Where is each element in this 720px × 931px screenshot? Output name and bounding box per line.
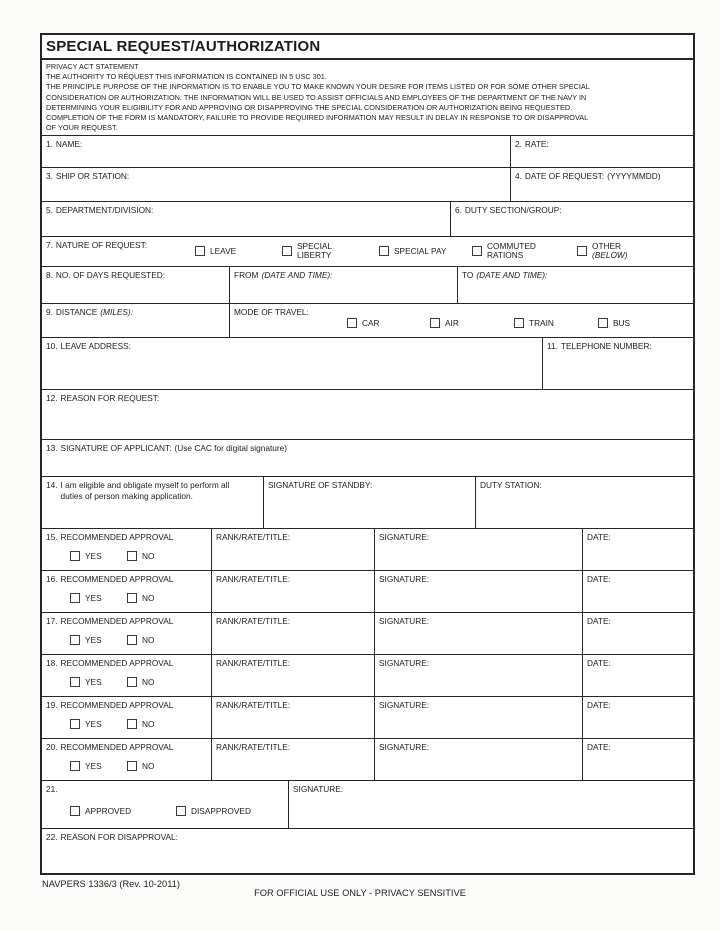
approval-17-yes-checkbox[interactable]	[70, 635, 80, 645]
final-decision-number: 21.	[46, 784, 58, 794]
approval-16-no-option[interactable]	[127, 593, 154, 603]
form-number: NAVPERS 1336/3 (Rev. 10-2011)	[42, 879, 180, 889]
approval-19-recommendation-cell	[42, 697, 211, 738]
approval-15-label: 15. RECOMMENDED APPROVAL	[46, 532, 174, 542]
approval-17-yes-label: YES	[85, 634, 102, 645]
reason-for-request-field[interactable]	[42, 390, 693, 439]
leave-option[interactable]	[195, 246, 236, 256]
other-checkbox[interactable]	[577, 246, 587, 256]
approval-16-rank-label: RANK/RATE/TITLE:	[216, 574, 291, 584]
approval-18-yes-label: YES	[85, 676, 102, 687]
approval-19-no-label: NO	[142, 718, 155, 729]
telephone-number-field[interactable]	[542, 338, 693, 389]
approval-17-signature-label: SIGNATURE:	[379, 616, 430, 626]
ship-or-station-field[interactable]	[42, 168, 510, 201]
row-reason-for-request	[42, 389, 693, 439]
approval-19-date-label: DATE:	[587, 700, 611, 710]
signature-of-standby-label: SIGNATURE OF STANDBY:	[268, 480, 373, 490]
signature-of-standby-field[interactable]	[263, 477, 475, 528]
car-option[interactable]	[347, 318, 380, 328]
approval-16-yes-label: YES	[85, 592, 102, 603]
approval-15-rank-field[interactable]	[211, 529, 374, 570]
approval-16-label: 16. RECOMMENDED APPROVAL	[46, 574, 174, 584]
approval-17-date-field[interactable]	[582, 613, 693, 654]
special-liberty-checkbox[interactable]	[282, 246, 292, 256]
approval-17-rank-label: RANK/RATE/TITLE:	[216, 616, 291, 626]
other-option[interactable]	[577, 242, 628, 260]
special-pay-option-label: SPECIAL PAY	[394, 245, 447, 256]
car-checkbox[interactable]	[347, 318, 357, 328]
approval-16-no-label: NO	[142, 592, 155, 603]
days-requested-label: 8. NO. OF DAYS REQUESTED:	[46, 270, 166, 280]
row-signature-of-applicant	[42, 439, 693, 476]
approval-16-no-checkbox[interactable]	[127, 593, 137, 603]
approval-15-date-field[interactable]	[582, 529, 693, 570]
train-option[interactable]	[514, 318, 554, 328]
mode-of-travel-label: MODE OF TRAVEL:	[234, 307, 309, 317]
approval-16-signature-label: SIGNATURE:	[379, 574, 430, 584]
approval-18-signature-label: SIGNATURE:	[379, 658, 430, 668]
disapproved-option[interactable]	[176, 806, 251, 816]
approval-19-no-option[interactable]	[127, 719, 154, 729]
to-date-time-label: TO (DATE AND TIME):	[462, 270, 548, 280]
leave-address-field[interactable]	[42, 338, 542, 389]
reason-for-disapproval-field[interactable]	[42, 829, 693, 873]
approval-20-no-label: NO	[142, 760, 155, 771]
rate-field[interactable]	[510, 136, 693, 167]
disapproved-label: DISAPPROVED	[191, 805, 251, 816]
approval-20-signature-field[interactable]	[374, 739, 582, 780]
approval-18-rank-label: RANK/RATE/TITLE:	[216, 658, 291, 668]
standby-statement-cell	[42, 477, 263, 528]
approval-17-no-option[interactable]	[127, 635, 154, 645]
final-decision-cell	[42, 781, 288, 828]
approval-20-no-option[interactable]	[127, 761, 154, 771]
air-option[interactable]	[430, 318, 459, 328]
privacy-line: THE AUTHORITY TO REQUEST THIS INFORMATION IS CONTAINED IN 5 USC 301.	[46, 72, 327, 82]
form-title-text: SPECIAL REQUEST/AUTHORIZATION	[46, 38, 321, 55]
approval-15-yes-option[interactable]	[70, 551, 102, 561]
privacy-heading: PRIVACY ACT STATEMENT	[46, 62, 139, 71]
department-division-field[interactable]	[42, 202, 450, 236]
duty-station-field[interactable]	[475, 477, 693, 528]
date-of-request-field[interactable]	[510, 168, 693, 201]
privacy-line: CONSIDERATION OR AUTHORIZATION. THE INFORMATION WILL BE USED TO ASSIST OFFICIALS AND EMPLOYEES OF THE DEPARTMENT OF THE NAVY IN	[46, 92, 587, 102]
approval-row-18	[42, 654, 693, 696]
telephone-number-label: 11. TELEPHONE NUMBER:	[547, 341, 652, 351]
commuted-rations-option-label: COMMUTED RATIONS	[487, 241, 536, 260]
approval-18-label: 18. RECOMMENDED APPROVAL	[46, 658, 174, 668]
privacy-line: THE PRINCIPLE PURPOSE OF THE INFORMATION IS TO ENABLE YOU TO MAKE KNOWN YOUR DESIRE FOR ITEMS LISTED OR FOR SOME OTHER SPECIAL	[46, 82, 590, 92]
privacy-act-statement	[42, 60, 693, 135]
approval-16-signature-field[interactable]	[374, 571, 582, 612]
row-standby	[42, 476, 693, 528]
approval-18-date-field[interactable]	[582, 655, 693, 696]
privacy-line: DETERMINING YOUR ELIGIBILITY FOR AND APPROVING OR DISAPPROVING THE SPECIAL CONSIDERATION OR AUTHORIZATION BEING REQUESTED.	[46, 102, 573, 112]
approval-19-yes-label: YES	[85, 718, 102, 729]
approval-17-no-label: NO	[142, 634, 155, 645]
leave-checkbox[interactable]	[195, 246, 205, 256]
row-name-rate	[42, 135, 693, 167]
commuted-rations-option[interactable]	[472, 242, 536, 260]
final-signature-label: SIGNATURE:	[293, 784, 344, 794]
approval-20-label: 20. RECOMMENDED APPROVAL	[46, 742, 174, 752]
approval-18-signature-field[interactable]	[374, 655, 582, 696]
approval-15-no-option[interactable]	[127, 551, 154, 561]
form-title	[42, 35, 693, 60]
approval-17-rank-field[interactable]	[211, 613, 374, 654]
approval-16-yes-option[interactable]	[70, 593, 102, 603]
name-label: 1. NAME:	[46, 139, 83, 149]
approval-16-date-field[interactable]	[582, 571, 693, 612]
approval-20-yes-option[interactable]	[70, 761, 102, 771]
row-ship-date	[42, 167, 693, 201]
rate-label: 2. RATE:	[515, 139, 549, 149]
row-leave-address-phone	[42, 337, 693, 389]
approval-15-yes-checkbox[interactable]	[70, 551, 80, 561]
distance-label: 9. DISTANCE (MILES):	[46, 307, 133, 317]
approval-20-signature-label: SIGNATURE:	[379, 742, 430, 752]
bus-option[interactable]	[598, 318, 630, 328]
train-checkbox[interactable]	[514, 318, 524, 328]
approval-17-date-label: DATE:	[587, 616, 611, 626]
approval-16-date-label: DATE:	[587, 574, 611, 584]
row-days-from-to	[42, 266, 693, 303]
approved-checkbox[interactable]	[70, 806, 80, 816]
air-option-label: AIR	[445, 317, 459, 328]
ship-or-station-label: 3. SHIP OR STATION:	[46, 171, 130, 181]
special-liberty-option[interactable]	[282, 242, 332, 260]
approval-row-17	[42, 612, 693, 654]
train-option-label: TRAIN	[529, 317, 554, 328]
approval-19-rank-field[interactable]	[211, 697, 374, 738]
approved-option[interactable]	[70, 806, 131, 816]
approval-19-rank-label: RANK/RATE/TITLE:	[216, 700, 291, 710]
reason-for-disapproval-label: 22. REASON FOR DISAPPROVAL:	[46, 832, 178, 842]
name-field[interactable]	[42, 136, 510, 167]
approval-15-no-checkbox[interactable]	[127, 551, 137, 561]
approval-16-recommendation-cell	[42, 571, 211, 612]
leave-option-label: LEAVE	[210, 245, 237, 256]
special-pay-option[interactable]	[379, 246, 446, 256]
approval-row-20	[42, 738, 693, 780]
approval-19-no-checkbox[interactable]	[127, 719, 137, 729]
approval-17-label: 17. RECOMMENDED APPROVAL	[46, 616, 174, 626]
approved-label: APPROVED	[85, 805, 132, 816]
approval-18-yes-option[interactable]	[70, 677, 102, 687]
privacy-line: OF YOUR REQUEST.	[46, 123, 118, 133]
approval-19-yes-checkbox[interactable]	[70, 719, 80, 729]
approval-16-rank-field[interactable]	[211, 571, 374, 612]
approval-19-signature-field[interactable]	[374, 697, 582, 738]
signature-of-applicant-field[interactable]	[42, 440, 693, 476]
approval-20-rank-label: RANK/RATE/TITLE:	[216, 742, 291, 752]
approval-19-date-field[interactable]	[582, 697, 693, 738]
approval-15-rank-label: RANK/RATE/TITLE:	[216, 532, 291, 542]
privacy-line: COMPLETION OF THE FORM IS MANDATORY, FAILURE TO PROVIDE REQUIRED INFORMATION MAY RESULT IN DELAY IN RESPONSE TO OR DISAPPROVAL	[46, 113, 589, 123]
department-division-label: 5. DEPARTMENT/DIVISION:	[46, 205, 154, 215]
approval-18-no-option[interactable]	[127, 677, 154, 687]
approval-row-16	[42, 570, 693, 612]
approval-17-recommendation-cell	[42, 613, 211, 654]
approval-15-recommendation-cell	[42, 529, 211, 570]
navpers-1336-form	[40, 33, 695, 875]
approval-19-signature-label: SIGNATURE:	[379, 700, 430, 710]
special-liberty-option-label: SPECIAL LIBERTY	[297, 241, 333, 260]
row-nature-of-request	[42, 236, 693, 266]
approval-18-date-label: DATE:	[587, 658, 611, 668]
approval-18-recommendation-cell	[42, 655, 211, 696]
leave-address-label: 10. LEAVE ADDRESS:	[46, 341, 131, 351]
approval-15-no-label: NO	[142, 550, 155, 561]
approval-19-yes-option[interactable]	[70, 719, 102, 729]
approval-20-date-label: DATE:	[587, 742, 611, 752]
approval-17-yes-option[interactable]	[70, 635, 102, 645]
air-checkbox[interactable]	[430, 318, 440, 328]
approval-20-yes-label: YES	[85, 760, 102, 771]
special-pay-checkbox[interactable]	[379, 246, 389, 256]
approval-15-signature-label: SIGNATURE:	[379, 532, 430, 542]
approval-18-rank-field[interactable]	[211, 655, 374, 696]
standby-statement: 14. I am eligible and obligate myself to perform all duties of person making application.	[46, 480, 230, 501]
approval-20-recommendation-cell	[42, 739, 211, 780]
approval-20-date-field[interactable]	[582, 739, 693, 780]
final-signature-field[interactable]	[288, 781, 693, 828]
car-option-label: CAR	[362, 317, 380, 328]
approval-18-no-checkbox[interactable]	[127, 677, 137, 687]
commuted-rations-checkbox[interactable]	[472, 246, 482, 256]
duty-section-group-field[interactable]	[450, 202, 693, 236]
approval-20-rank-field[interactable]	[211, 739, 374, 780]
approval-row-15	[42, 528, 693, 570]
approval-20-no-checkbox[interactable]	[127, 761, 137, 771]
date-of-request-label: 4. DATE OF REQUEST: (YYYYMMDD)	[515, 171, 661, 181]
nature-of-request-label: 7. NATURE OF REQUEST:	[46, 240, 148, 250]
approval-15-signature-field[interactable]	[374, 529, 582, 570]
other-option-label: OTHER (BELOW)	[592, 241, 628, 260]
approval-18-yes-checkbox[interactable]	[70, 677, 80, 687]
row-reason-for-disapproval	[42, 828, 693, 873]
duty-section-group-label: 6. DUTY SECTION/GROUP:	[455, 205, 562, 215]
approval-17-no-checkbox[interactable]	[127, 635, 137, 645]
from-date-time-field[interactable]	[229, 267, 457, 303]
row-distance-travel	[42, 303, 693, 337]
approval-15-yes-label: YES	[85, 550, 102, 561]
approval-16-yes-checkbox[interactable]	[70, 593, 80, 603]
bus-checkbox[interactable]	[598, 318, 608, 328]
from-date-time-label: FROM (DATE AND TIME):	[234, 270, 333, 280]
reason-for-request-label: 12. REASON FOR REQUEST:	[46, 393, 160, 403]
row-final-decision	[42, 780, 693, 828]
sensitivity-marking: FOR OFFICIAL USE ONLY - PRIVACY SENSITIVE	[254, 888, 466, 898]
distance-field[interactable]	[42, 304, 229, 337]
bus-option-label: BUS	[613, 317, 631, 328]
signature-of-applicant-label: 13. SIGNATURE OF APPLICANT: (Use CAC for digital signature)	[46, 443, 288, 453]
approval-row-19	[42, 696, 693, 738]
days-requested-field[interactable]	[42, 267, 229, 303]
row-department-duty	[42, 201, 693, 236]
duty-station-label: DUTY STATION:	[480, 480, 542, 490]
approval-18-no-label: NO	[142, 676, 155, 687]
approval-19-label: 19. RECOMMENDED APPROVAL	[46, 700, 174, 710]
approval-20-yes-checkbox[interactable]	[70, 761, 80, 771]
approval-17-signature-field[interactable]	[374, 613, 582, 654]
disapproved-checkbox[interactable]	[176, 806, 186, 816]
to-date-time-field[interactable]	[457, 267, 693, 303]
approval-15-date-label: DATE:	[587, 532, 611, 542]
